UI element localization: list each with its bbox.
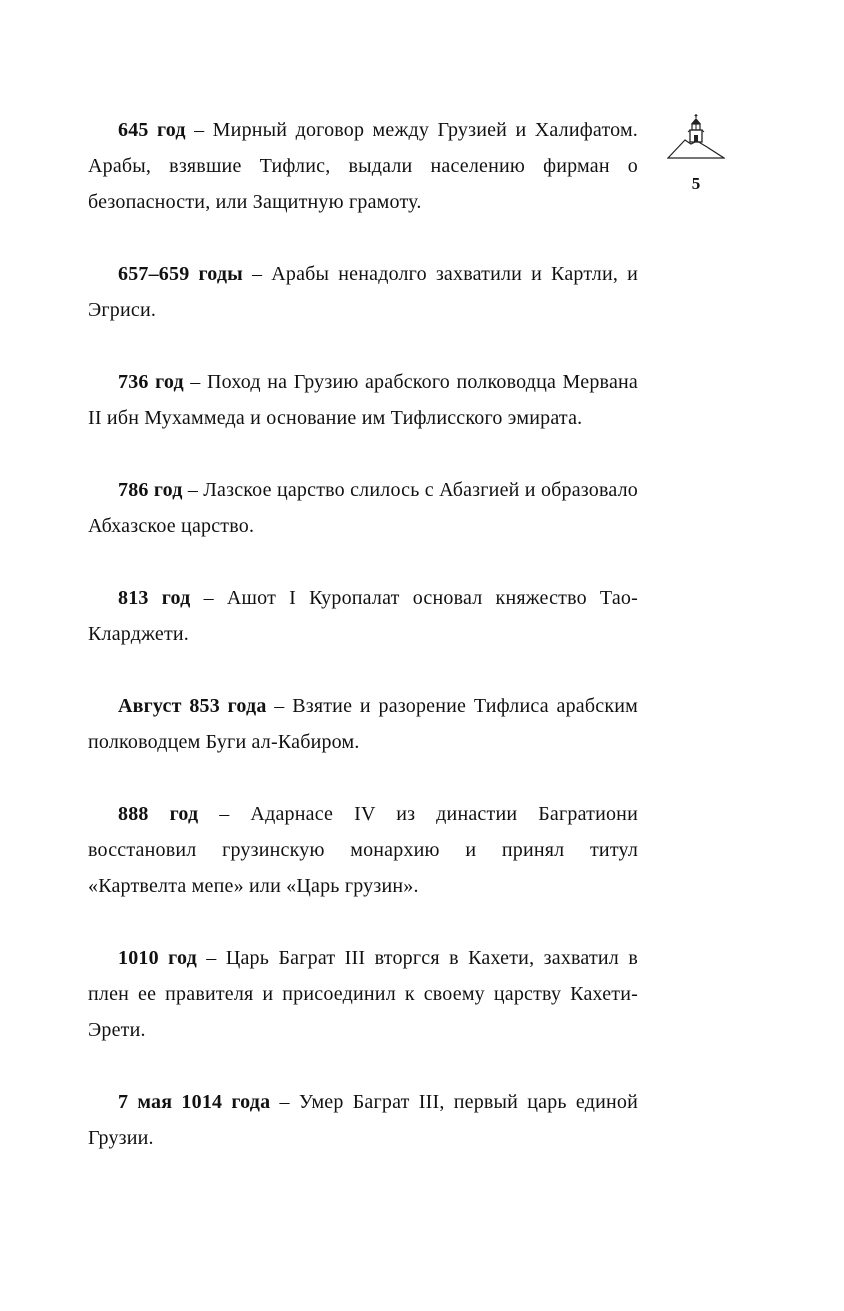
entry-text: – Умер Баграт III, первый царь единой Грузии. bbox=[88, 1091, 638, 1149]
entry-text: – Царь Баграт III вторгся в Кахети, захватил в плен ее правителя и присоединил к своему царству Кахети-Эрети. bbox=[88, 947, 639, 1041]
chronology-list bbox=[88, 112, 638, 1156]
entry-text: – Ашот I Куропалат основал княжество Тао-Кларджети. bbox=[88, 587, 638, 645]
entry-date: 813 год bbox=[118, 587, 191, 609]
entry-text: – Адарнасе IV из династии Багратиони восстановил грузинскую монархию и принял титул «Картвелта мепе» или «Царь грузин». bbox=[88, 803, 638, 897]
entry-date: 1010 год bbox=[118, 947, 197, 969]
entry-text: – Мирный договор между Грузией и Халифатом. Арабы, взявшие Тифлис, выдали населению фирман о безопасности, или Защитную грамоту. bbox=[88, 119, 638, 213]
chronology-entry-853 bbox=[88, 688, 638, 760]
chronology-entry-888 bbox=[88, 796, 638, 904]
entry-date: 7 мая 1014 года bbox=[118, 1091, 271, 1113]
chronology-entry-813 bbox=[88, 580, 638, 652]
chronology-entry-786 bbox=[88, 472, 638, 544]
entry-date: 736 год bbox=[118, 371, 184, 393]
page-number: 5 bbox=[691, 174, 701, 193]
entry-text: – Лазское царство слилось с Абазгией и образовало Абхазское царство. bbox=[88, 479, 639, 537]
entry-date: 645 год bbox=[118, 119, 186, 141]
entry-date: Август 853 года bbox=[118, 695, 267, 717]
chronology-entry-1014 bbox=[88, 1084, 638, 1156]
chronology-entry-657 bbox=[88, 256, 638, 328]
entry-date: 786 год bbox=[118, 479, 183, 501]
entry-text: – Арабы ненадолго захватили и Картли, и Эгриси. bbox=[88, 263, 639, 321]
chronology-entry-1010 bbox=[88, 940, 638, 1048]
entry-text: – Поход на Грузию арабского полководца Мервана II ибн Мухаммеда и основание им Тифлисского эмирата. bbox=[88, 371, 638, 429]
entry-date: 888 год bbox=[118, 803, 199, 825]
entry-text: – Взятие и разорение Тифлиса арабским полководцем Буги ал-Кабиром. bbox=[88, 695, 638, 753]
church-on-hill-icon bbox=[667, 114, 725, 162]
chronology-entry-736 bbox=[88, 364, 638, 436]
page-header-corner bbox=[664, 114, 728, 194]
entry-date: 657–659 годы bbox=[118, 263, 243, 285]
chronology-entry-645 bbox=[88, 112, 638, 220]
